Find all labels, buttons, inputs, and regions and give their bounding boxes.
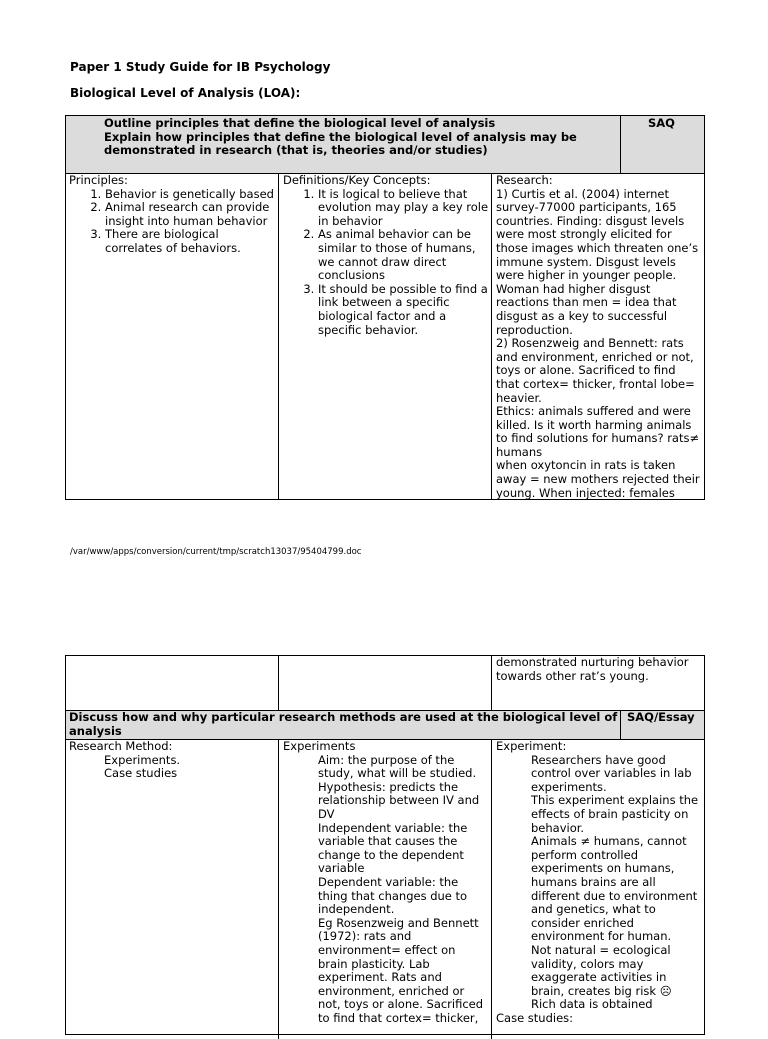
evaluation-line: Researchers have good [531, 752, 666, 767]
table1-header-tag: SAQ [621, 116, 704, 173]
evaluation-line: behavior. [531, 820, 585, 835]
evaluation-line: brain, creates big risk ☹ [531, 983, 672, 998]
table1-research-cell [496, 174, 704, 499]
experiments-line: relationship between IV and [318, 793, 480, 808]
table-bio-principles [65, 115, 705, 500]
doc-subtitle: Biological Level of Analysis (LOA): [70, 86, 301, 100]
table1-header-line-1: Outline principles that define the biological level of analysis [104, 116, 496, 130]
table2-methods-cell [69, 740, 276, 1036]
experiments-line: thing that changes due to [318, 888, 468, 903]
principles-list [69, 188, 276, 256]
research-line: killed. Is it worth harming animals [496, 417, 692, 432]
list-item: Case studies [104, 766, 178, 781]
experiments-line: Hypothesis: predicts the [318, 779, 459, 794]
evaluation-line: This experiment explains the [531, 793, 699, 808]
evaluation-line: control over variables in lab [531, 766, 692, 781]
research-line: humans [496, 444, 543, 459]
research-line: 1) Curtis et al. (2004) internet [496, 186, 670, 201]
experiments-line: variable that causes the [318, 834, 458, 849]
experiments-line: Eg Rosenzweig and Bennett [318, 915, 479, 930]
evaluation-title: Experiment: [496, 740, 567, 753]
research-line: that cortex= thicker, frontal lobe= [496, 376, 695, 391]
evaluation-line: humans brains are all [531, 874, 656, 889]
file-path-footer: /var/www/apps/conversion/current/tmp/scratch13037/95404799.doc [70, 547, 362, 557]
research-line: were higher in younger people. [496, 268, 677, 283]
evaluation-line: consider enriched [531, 915, 634, 930]
table2-header [66, 711, 620, 739]
methods-title: Research Method: [69, 740, 173, 753]
evaluation-line: Animals ≠ humans, cannot [531, 834, 687, 849]
table1-header-line-3: demonstrated in research (that is, theories and/or studies) [104, 143, 488, 158]
experiments-line: experiment. Rats and [318, 970, 442, 985]
research-line: to find solutions for humans? rats≠ [496, 431, 700, 446]
evaluation-line: exaggerate activities in [531, 970, 667, 985]
evaluation-line: Rich data is obtained [531, 997, 653, 1012]
list-item: 2. As animal behavior can be similar to those of humans, we cannot draw direct conclusions [318, 228, 491, 282]
research-line: heavier. [496, 390, 542, 405]
list-item: 3. There are biological correlates of behaviors. [105, 228, 276, 255]
experiments-line: change to the dependent [318, 847, 464, 862]
experiments-line: (1972): rats and [318, 929, 412, 944]
table-research-methods [65, 655, 705, 1035]
table2-continuation-cell [496, 656, 704, 710]
research-line: away = new mothers rejected their [496, 472, 700, 487]
research-line: countries. Finding: disgust levels [496, 213, 685, 228]
experiments-line: Dependent variable: the [318, 874, 459, 889]
table1-definitions-cell [283, 174, 491, 499]
experiments-line: study, what will be studied. [318, 766, 477, 781]
experiments-line: Independent variable: the [318, 820, 468, 835]
research-line: Ethics: animals suffered and were [496, 404, 691, 419]
research-line: immune system. Disgust levels [496, 254, 676, 269]
research-line: and environment, enriched or not, [496, 349, 694, 364]
list-item: 1. It is logical to believe that evolution may play a key role in behavior [318, 188, 491, 229]
evaluation-line: and genetics, what to [531, 902, 656, 917]
definitions-list [283, 188, 491, 338]
research-line: those images which threaten one’s [496, 240, 699, 255]
table1-header-line-2: Explain how principles that define the biological level of analysis may be [104, 129, 577, 144]
continuation-line: demonstrated nurturing behavior [496, 656, 689, 669]
table2-experiments-cell [283, 740, 491, 1036]
continuation-line: towards other rat’s young. [496, 668, 649, 683]
research-line: Research: [496, 174, 553, 187]
evaluation-line: perform controlled [531, 847, 639, 862]
research-line: reactions than men = idea that [496, 295, 677, 310]
definitions-title: Definitions/Key Concepts: [283, 174, 431, 187]
evaluation-line: experiments on humans, [531, 861, 675, 876]
table2-header-line-2: analysis [69, 723, 122, 738]
table2-header-line-1: Discuss how and why particular research methods are used at the biological level of [69, 711, 618, 724]
list-item: 3. It should be possible to find a link between a specific biological factor and a specific behavior. [318, 283, 491, 337]
experiments-line: variable [318, 861, 365, 876]
table2-evaluation-cell [496, 740, 704, 1036]
evaluation-line: different due to environment [531, 888, 698, 903]
experiments-line: to find that cortex= thicker, [318, 1010, 479, 1025]
experiments-line: brain plasticity. Lab [318, 956, 430, 971]
evaluation-line: environment for human. [531, 929, 672, 944]
research-line: survey-77000 participants, 165 [496, 200, 677, 215]
research-line: when oxytoncin in rats is taken [496, 458, 676, 473]
research-line: Woman had higher disgust [496, 281, 651, 296]
experiments-line: Aim: the purpose of the [318, 752, 455, 767]
research-line: toys or alone. Sacrificed to find [496, 363, 676, 378]
principles-title: Principles: [69, 174, 128, 187]
research-line: 2) Rosenzweig and Bennett: rats [496, 336, 684, 351]
table2-header-tag: SAQ/Essay [621, 711, 704, 739]
research-line: were most strongly elicited for [496, 227, 672, 242]
evaluation-line: validity, colors may [531, 956, 644, 971]
research-line: reproduction. [496, 322, 573, 337]
experiments-line: environment, enriched or [318, 983, 465, 998]
evaluation-line: experiments. [531, 779, 607, 794]
table1-header [66, 116, 620, 173]
research-line: young. When injected: females [496, 485, 675, 499]
list-item: Experiments. [104, 752, 181, 767]
list-item: 2. Animal research can provide insight into human behavior [105, 201, 276, 228]
experiments-line: environment= effect on [318, 942, 456, 957]
experiments-title: Experiments [283, 740, 356, 753]
list-item: 1. Behavior is genetically based [105, 188, 276, 202]
case-studies-title: Case studies: [496, 1010, 574, 1025]
evaluation-line: Not natural = ecological [531, 942, 671, 957]
experiments-line: independent. [318, 902, 395, 917]
experiments-line: not, toys or alone. Sacrificed [318, 997, 484, 1012]
experiments-line: DV [318, 806, 335, 821]
doc-title: Paper 1 Study Guide for IB Psychology [70, 60, 331, 74]
research-line: disgust as a key to successful [496, 308, 668, 323]
table1-principles-cell [69, 174, 276, 499]
evaluation-line: effects of brain pasticity on [531, 806, 689, 821]
